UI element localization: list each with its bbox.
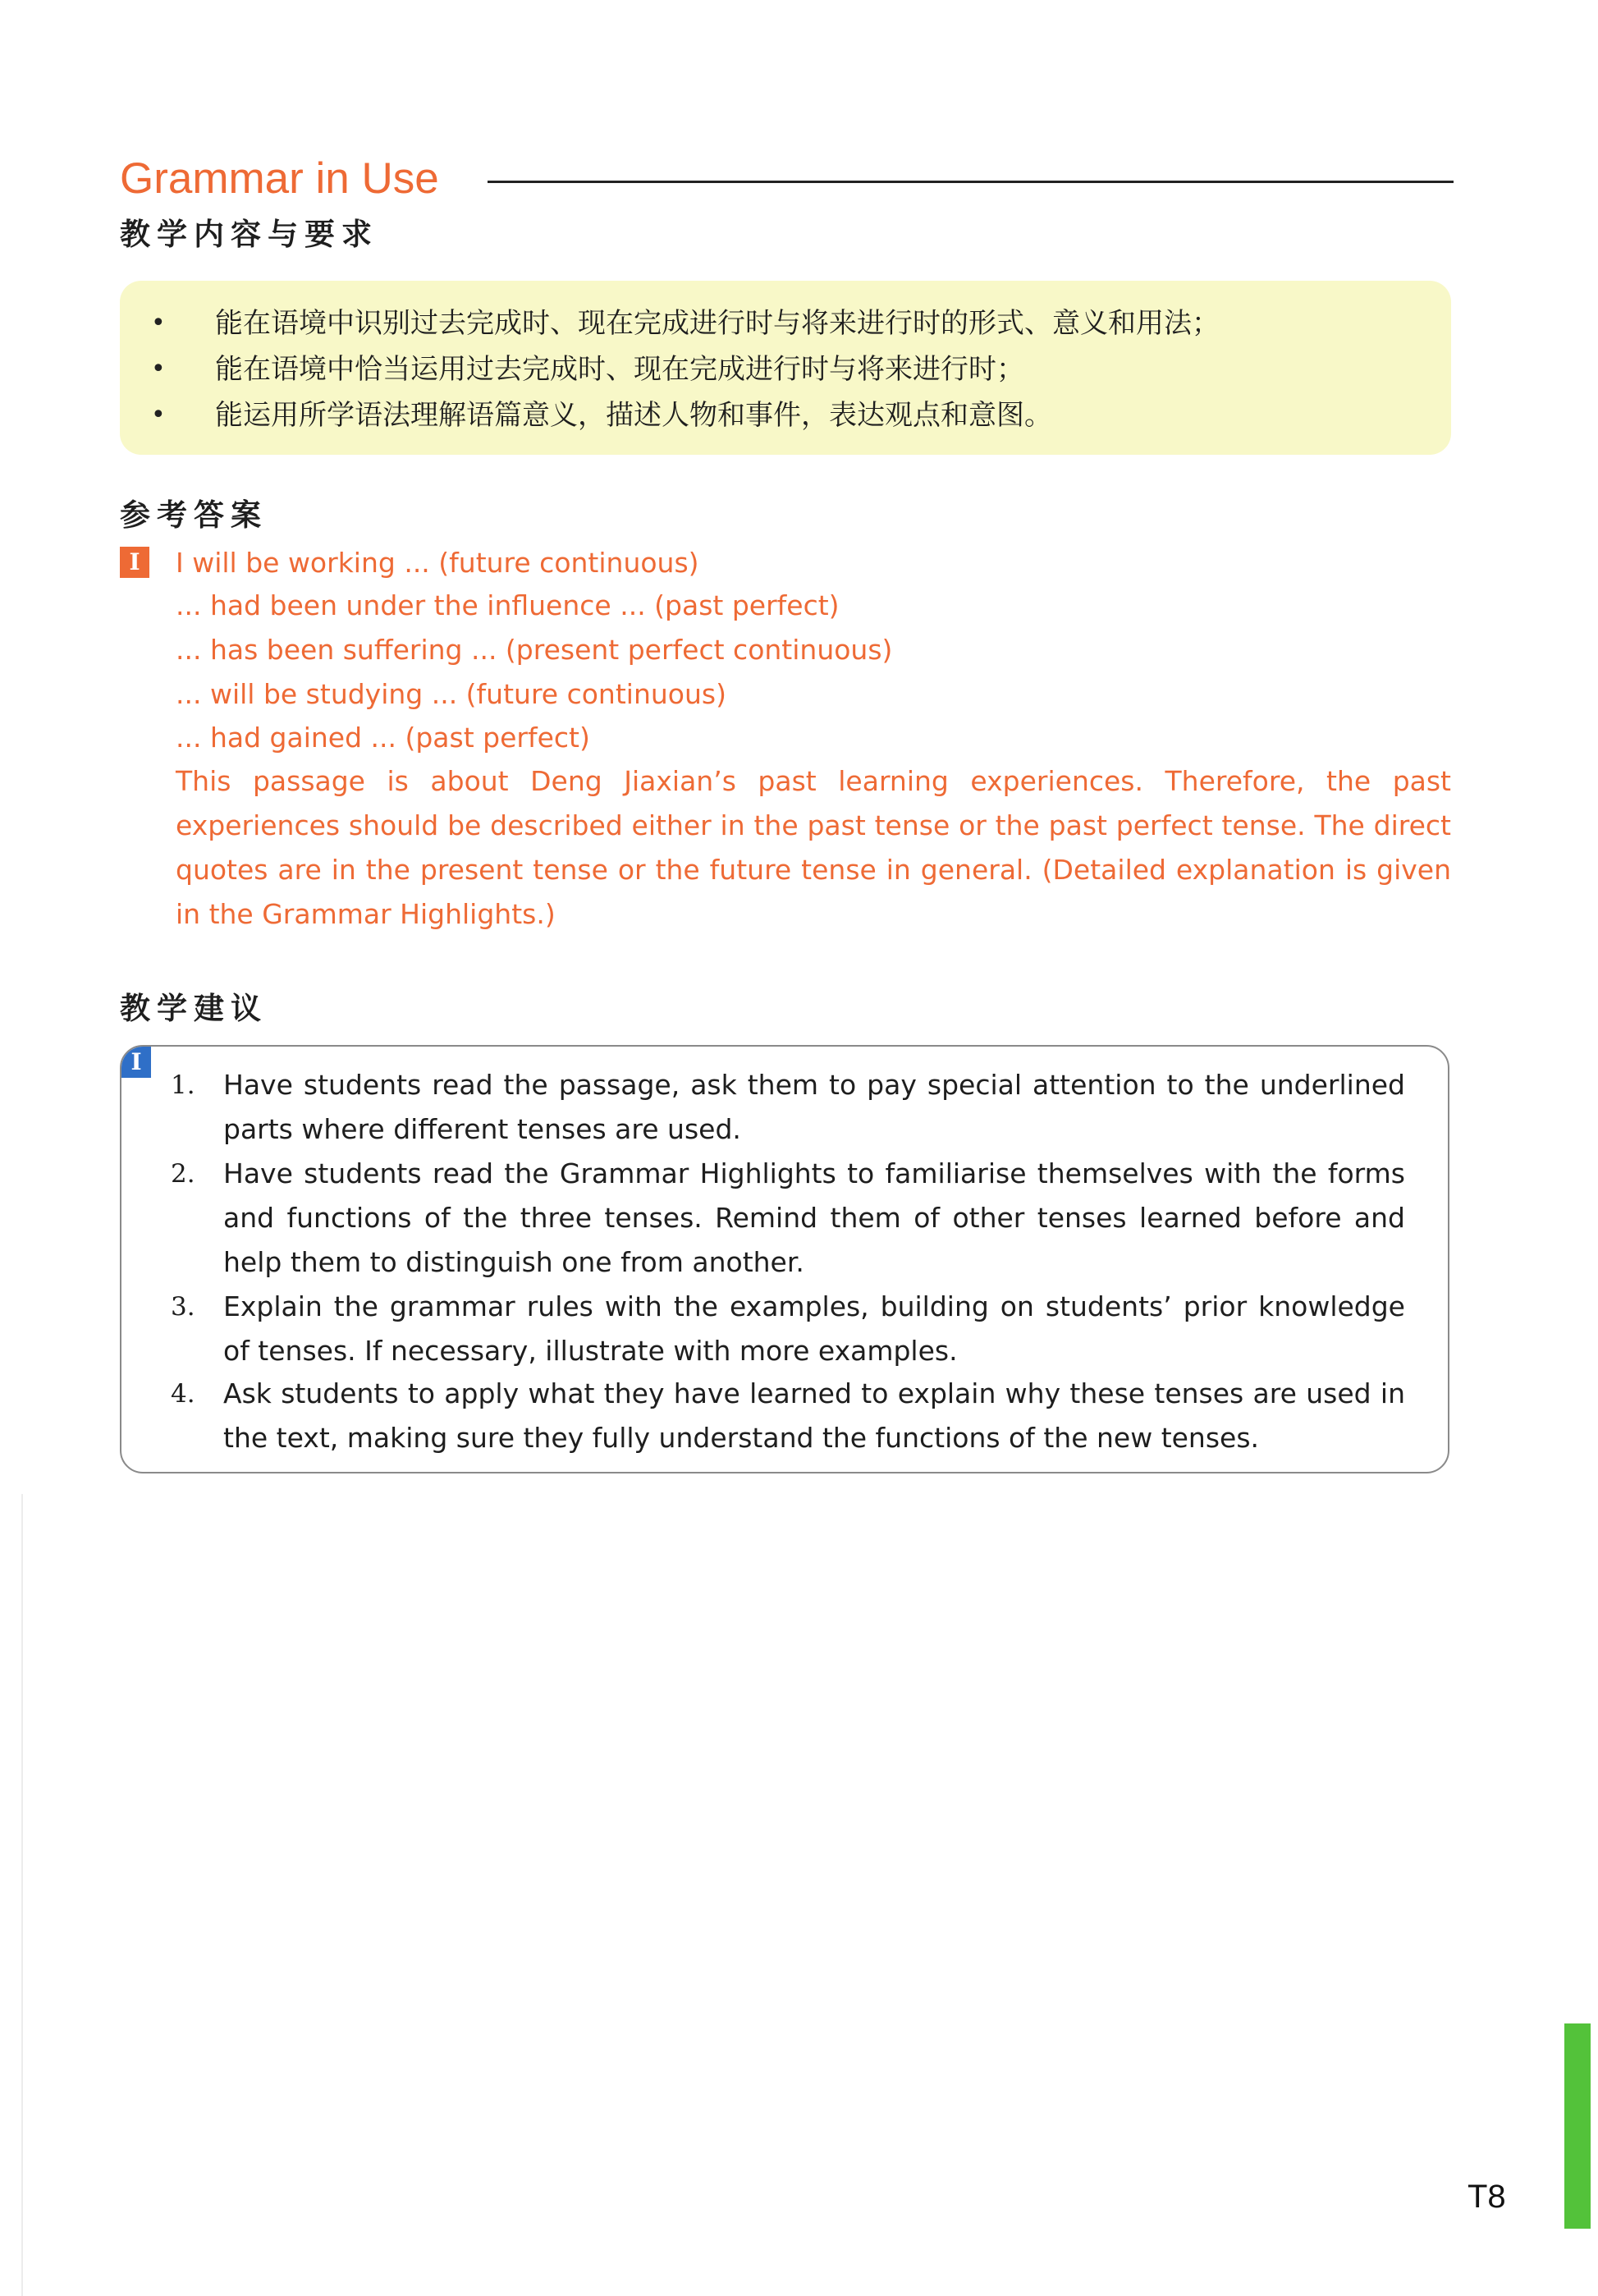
objective-text: 能在语境中恰当运用过去完成时、现在完成进行时与将来进行时； (215, 353, 1024, 386)
suggestion-section-mark: I (121, 1047, 151, 1078)
objectives-heading: 教学内容与要求 (120, 217, 378, 252)
bullet-icon: • (151, 355, 166, 383)
answer-line: I will be working ... (future continuous) (176, 547, 699, 579)
answer-line: ... has been suffering ... (present perfect continuous) (176, 634, 893, 666)
answer-line: ... had gained ... (past perfect) (176, 722, 590, 754)
suggestion-item (171, 1285, 1405, 1373)
suggestion-text: Have students read the passage, ask them to pay special attention to the underlined parts where different tenses are used. (223, 1069, 1405, 1145)
objective-text: 能在语境中识别过去完成时、现在完成进行时与将来进行时的形式、意义和用法； (215, 307, 1220, 340)
section-heading (120, 153, 1454, 210)
answer-explanation: This passage is about Deng Jiaxian’s past learning experiences. Therefore, the past experiences should be described either in the past tense or the past perfect tense. The direct quotes are in the present tense or the future tense in general. (Detailed explanation is given in the Grammar Highlights.) (176, 765, 1451, 930)
suggestion-item (171, 1372, 1405, 1460)
suggestions-heading: 教学建议 (120, 991, 268, 1026)
suggestion-text: Explain the grammar rules with the examples, building on students’ prior knowledge of tenses. If necessary, illustrate with more examples. (223, 1290, 1405, 1367)
page-number: T8 (1468, 2179, 1506, 2215)
suggestion-number: 3. (171, 1292, 195, 1322)
suggestions-box (120, 1045, 1449, 1473)
objective-item (120, 300, 1451, 346)
suggestion-number: 4. (171, 1379, 195, 1409)
page-edge-shadow (21, 1494, 23, 2296)
heading-rule (488, 181, 1454, 183)
answer-section-mark: I (120, 547, 149, 578)
answer-line: ... had been under the influence ... (past perfect) (176, 589, 840, 621)
answers-heading: 参考答案 (120, 497, 268, 533)
suggestion-text: Ask students to apply what they have learned to explain why these tenses are used in the text, making sure they fully understand the functions of the new tenses. (223, 1377, 1405, 1454)
suggestion-text: Have students read the Grammar Highlights to familiarise themselves with the forms and functions of the three tenses. Remind them of other tenses learned before and help them to distinguish one from another. (223, 1157, 1405, 1278)
answer-line: ... will be studying ... (future continuous) (176, 678, 726, 710)
objective-item (120, 392, 1451, 438)
chapter-tab-marker (1564, 2023, 1591, 2229)
suggestion-number: 1. (171, 1070, 195, 1100)
suggestion-item (171, 1063, 1405, 1152)
bullet-icon: • (151, 309, 166, 337)
objective-text: 能运用所学语法理解语篇意义，描述人物和事件，表达观点和意图。 (215, 399, 1052, 432)
suggestion-item (171, 1152, 1405, 1285)
bullet-icon: • (151, 401, 166, 429)
suggestion-number: 2. (171, 1159, 195, 1189)
objective-item (120, 346, 1451, 392)
section-title: Grammar in Use (120, 154, 439, 203)
objectives-box (120, 281, 1451, 455)
